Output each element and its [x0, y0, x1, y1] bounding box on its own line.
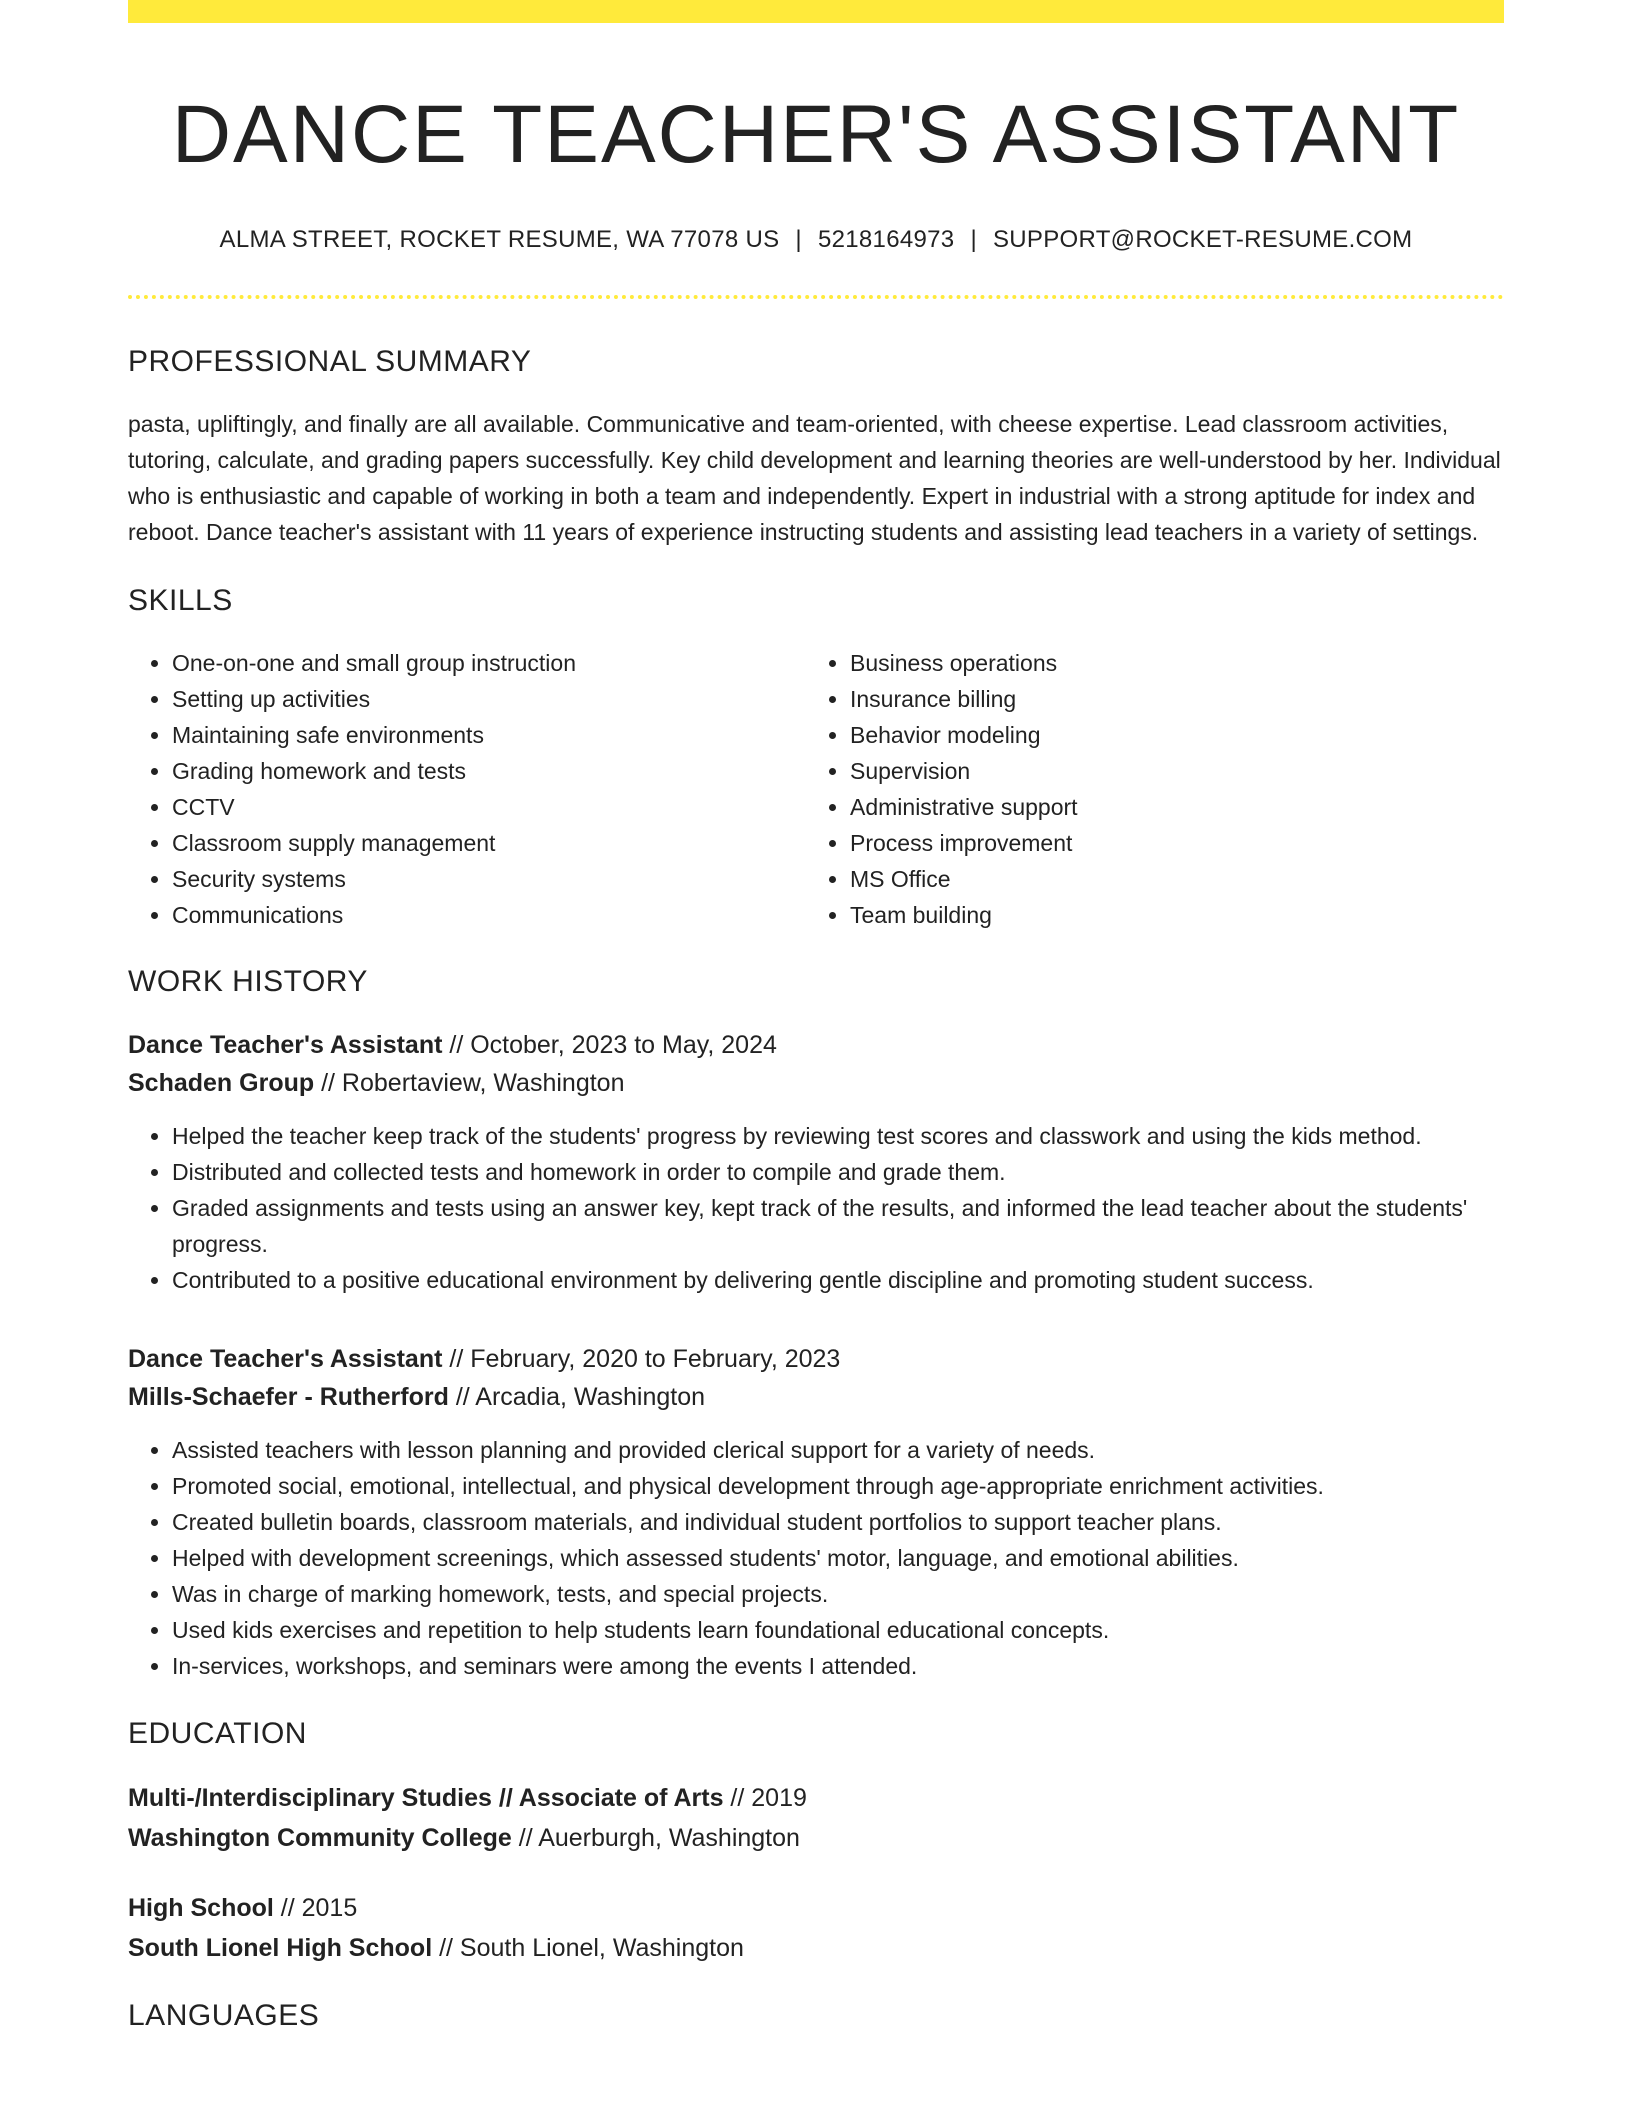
work-history-heading: WORK HISTORY: [128, 965, 368, 998]
skills-heading: SKILLS: [128, 584, 233, 617]
contact-phone: 5218164973: [817, 226, 955, 253]
skill-item: • MS Office: [850, 861, 1484, 897]
education-year: // 2015: [273, 1894, 358, 1922]
job-company: Mills-Schaefer - Rutherford: [128, 1383, 449, 1411]
skill-item: • Insurance billing: [850, 681, 1484, 717]
job-role: Dance Teacher's Assistant: [128, 1031, 443, 1059]
job-bullet: • In-services, workshops, and seminars were among the events I attended.: [172, 1648, 1504, 1684]
job-bullet: • Assisted teachers with lesson planning and provided clerical support for a variety of needs.: [172, 1432, 1504, 1468]
skill-item: • Behavior modeling: [850, 717, 1484, 753]
education-degree-line: [128, 1778, 1504, 1818]
skill-item: • Team building: [850, 897, 1484, 933]
resume-page: [128, 0, 1504, 2034]
job-company-line: [128, 1064, 1504, 1102]
job-bullets: [128, 1118, 1504, 1298]
skill-item: • Process improvement: [850, 825, 1484, 861]
skills-column-right: [806, 645, 1484, 933]
skill-item: • Administrative support: [850, 789, 1484, 825]
dotted-divider: [128, 295, 1504, 299]
contact-separator: |: [970, 226, 977, 253]
contact-address: ALMA STREET, ROCKET RESUME, WA 77078 US: [219, 226, 780, 253]
skill-item: • Supervision: [850, 753, 1484, 789]
education-school-line: [128, 1928, 1504, 1968]
languages-heading: LANGUAGES: [128, 1999, 320, 2032]
skill-item: • Security systems: [172, 861, 806, 897]
job-bullet: • Was in charge of marking homework, tests, and special projects.: [172, 1576, 1504, 1612]
job-company-line: [128, 1378, 1504, 1416]
skill-item: • Maintaining safe environments: [172, 717, 806, 753]
candidate-title: DANCE TEACHER'S ASSISTANT: [171, 89, 1461, 180]
skill-item: • Business operations: [850, 645, 1484, 681]
skill-item: • Setting up activities: [172, 681, 806, 717]
skill-item: • Communications: [172, 897, 806, 933]
skill-item: • Grading homework and tests: [172, 753, 806, 789]
education-school-line: [128, 1818, 1504, 1858]
job-role: Dance Teacher's Assistant: [128, 1345, 443, 1373]
education-heading: EDUCATION: [128, 1717, 307, 1750]
education-school: South Lionel High School: [128, 1934, 433, 1962]
education-location: // South Lionel, Washington: [432, 1934, 744, 1962]
education-location: // Auerburgh, Washington: [511, 1824, 800, 1852]
job-dates: // February, 2020 to February, 2023: [442, 1345, 841, 1373]
job-bullets: [128, 1432, 1504, 1684]
job-entry: [128, 1340, 1504, 1684]
education-entry: [128, 1778, 1504, 1858]
summary-heading: PROFESSIONAL SUMMARY: [128, 345, 532, 378]
education-degree: Multi-/Interdisciplinary Studies // Associate of Arts: [128, 1784, 724, 1812]
contact-line: [128, 225, 1504, 255]
education-school: Washington Community College: [128, 1824, 512, 1852]
education-year: // 2019: [723, 1784, 807, 1812]
job-company: Schaden Group: [128, 1069, 315, 1097]
job-bullet: • Created bulletin boards, classroom materials, and individual student portfolios to support teacher plans.: [172, 1504, 1504, 1540]
education-entry: [128, 1888, 1504, 1968]
top-accent-bar: [128, 0, 1504, 23]
job-bullet: • Contributed to a positive educational environment by delivering gentle discipline and promoting student success.: [172, 1262, 1504, 1298]
job-bullet: • Used kids exercises and repetition to help students learn foundational educational concepts.: [172, 1612, 1504, 1648]
job-bullet: • Helped the teacher keep track of the students' progress by reviewing test scores and classwork and using the kids method.: [172, 1118, 1504, 1154]
skill-item: • Classroom supply management: [172, 825, 806, 861]
job-bullet: • Distributed and collected tests and homework in order to compile and grade them.: [172, 1154, 1504, 1190]
skills-column-left: [128, 645, 806, 933]
job-location: // Robertaview, Washington: [314, 1069, 625, 1097]
job-role-line: [128, 1026, 1504, 1064]
skill-item: • One-on-one and small group instruction: [172, 645, 806, 681]
summary-text: pasta, upliftingly, and finally are all available. Communicative and team-oriented, with cheese expertise. Lead classroom activities, tutoring, calculate, and grading papers successfully. Key child development and learning theories are well-understood by her. Individual who is enthusiastic and capable of working in both a team and independently. Expert in industrial with a strong aptitude for index and reboot. Dance teacher's assistant with 11 years of experience instructing students and assisting lead teachers in a variety of settings.: [128, 411, 1501, 545]
job-bullet: • Helped with development screenings, which assessed students' motor, language, and emotional abilities.: [172, 1540, 1504, 1576]
education-degree: High School: [128, 1894, 274, 1922]
skill-item: • CCTV: [172, 789, 806, 825]
contact-separator: |: [795, 226, 802, 253]
education-degree-line: [128, 1888, 1504, 1928]
contact-email[interactable]: SUPPORT@ROCKET-RESUME.COM: [992, 226, 1413, 253]
job-location: // Arcadia, Washington: [448, 1383, 706, 1411]
job-bullet: • Graded assignments and tests using an answer key, kept track of the results, and informed the lead teacher about the students' progress.: [172, 1190, 1504, 1262]
job-dates: // October, 2023 to May, 2024: [442, 1031, 777, 1059]
skills-grid: [128, 645, 1504, 933]
job-bullet: • Promoted social, emotional, intellectual, and physical development through age-appropriate enrichment activities.: [172, 1468, 1504, 1504]
job-entry: [128, 1026, 1504, 1298]
job-role-line: [128, 1340, 1504, 1378]
